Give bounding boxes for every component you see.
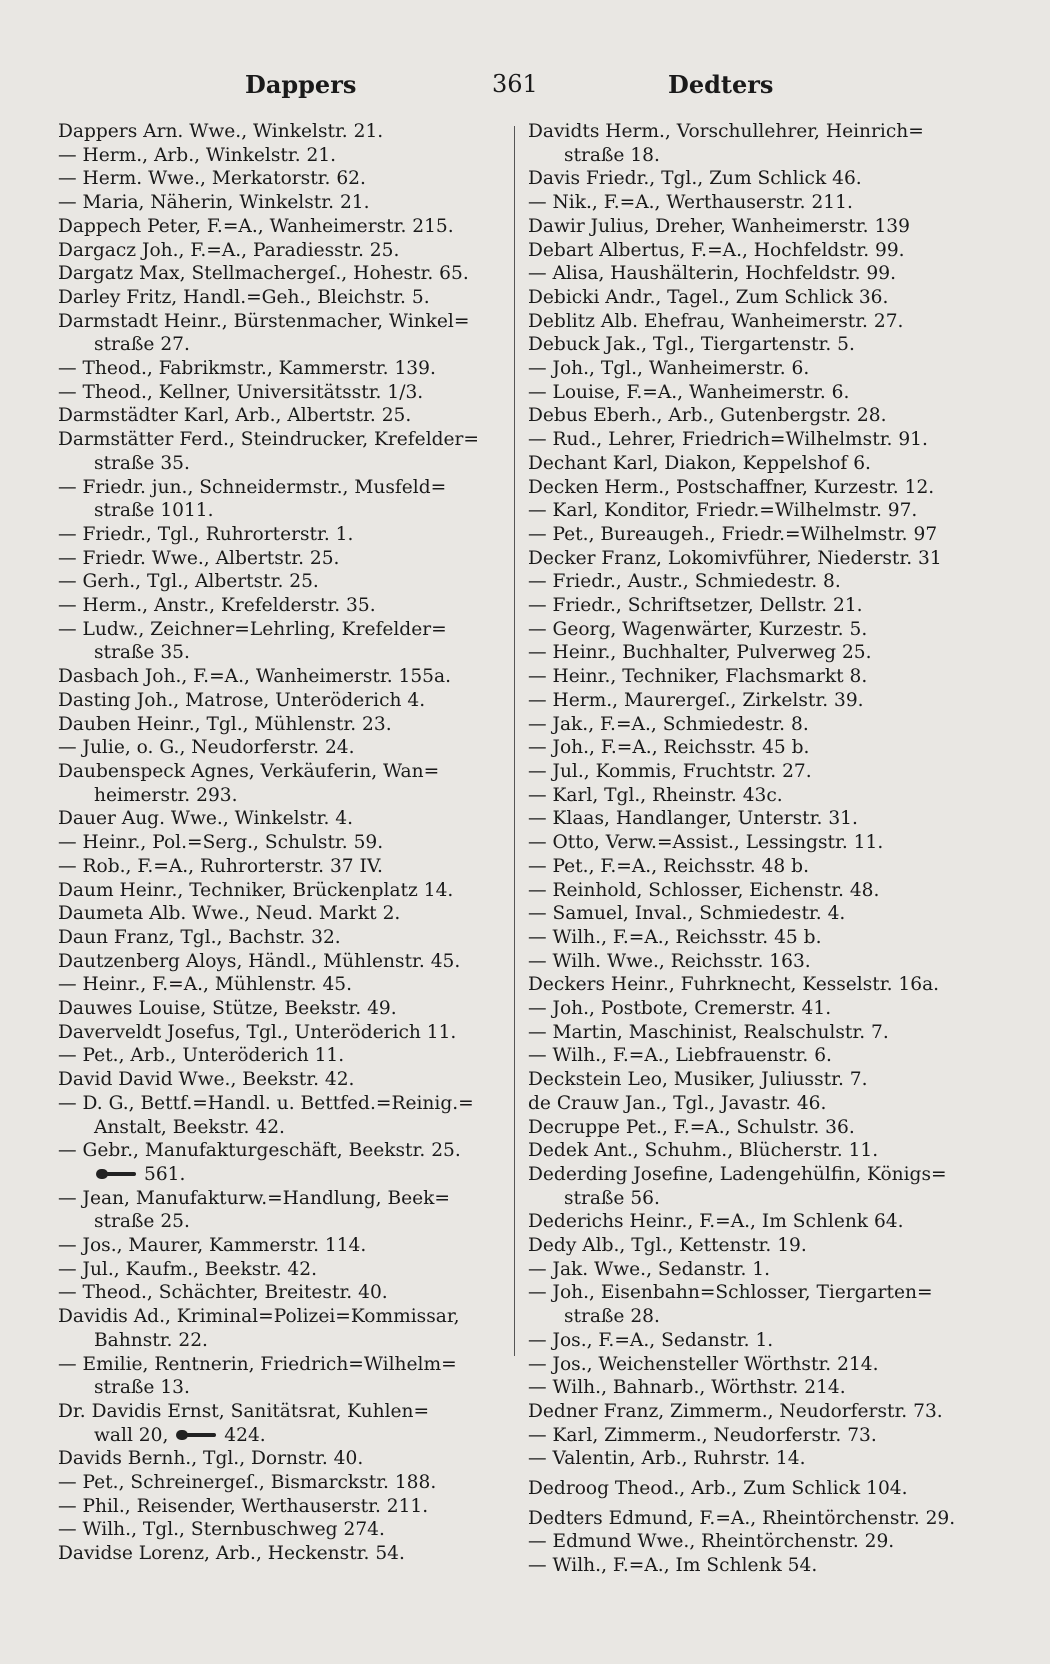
- list-item: straße 28.: [564, 1306, 660, 1328]
- list-item: — Edmund Wwe., Rheintörchenstr. 29.: [528, 1531, 895, 1553]
- list-item: — Herm., Arb., Winkelstr. 21.: [58, 144, 337, 166]
- list-item: — Friedr., Austr., Schmiedestr. 8.: [528, 571, 841, 593]
- list-item: — Valentin, Arb., Ruhrstr. 14.: [528, 1448, 806, 1470]
- list-item: Daubenspeck Agnes, Verkäuferin, Wan=: [58, 760, 440, 782]
- list-item: — Alisa, Haushälterin, Hochfeldstr. 99.: [528, 263, 896, 285]
- list-item: — Wilh. Wwe., Reichsstr. 163.: [528, 950, 811, 972]
- list-item: Darmstadt Heinr., Bürstenmacher, Winkel=: [58, 310, 470, 332]
- list-item: — Theod., Fabrikmstr., Kammerstr. 139.: [58, 358, 436, 380]
- list-item: — Nik., F.=A., Werthauserstr. 211.: [528, 192, 853, 214]
- list-item: — Jak. Wwe., Sedanstr. 1.: [528, 1258, 771, 1280]
- list-item: — Joh., Eisenbahn=Schlosser, Tiergarten=: [528, 1282, 933, 1304]
- list-item: straße 56.: [564, 1187, 660, 1209]
- list-item: Davidts Herm., Vorschullehrer, Heinrich=: [528, 121, 924, 142]
- list-item: — Georg, Wagenwärter, Kurzestr. 5.: [528, 618, 868, 640]
- list-item: [58, 1424, 495, 1448]
- list-item: — Jean, Manufakturw.=Handlung, Beek=: [58, 1187, 451, 1209]
- list-item: — Karl, Zimmerm., Neudorferstr. 73.: [528, 1424, 877, 1446]
- list-item: [58, 1163, 495, 1187]
- list-item: — Rud., Lehrer, Friedrich=Wilhelmstr. 91.: [528, 429, 928, 451]
- list-item: — Herm., Maurergeſ., Zirkelstr. 39.: [528, 689, 864, 711]
- list-item: straße 35.: [94, 642, 190, 664]
- list-item: — Gebr., Manufakturgeschäft, Beekstr. 25.: [58, 1140, 461, 1162]
- telephone-icon: [94, 1166, 138, 1182]
- list-item: David David Wwe., Beekstr. 42.: [58, 1069, 355, 1091]
- list-item: — D. G., Bettf.=Handl. u. Bettfed.=Reinig.=: [58, 1092, 474, 1114]
- list-item: Debicki Andr., Tagel., Zum Schlick 36.: [528, 286, 889, 308]
- list-item: de Crauw Jan., Tgl., Javastr. 46.: [528, 1092, 827, 1114]
- list-item: Dautzenberg Aloys, Händl., Mühlenstr. 45.: [58, 950, 461, 972]
- list-item: — Rob., F.=A., Ruhrorterstr. 37 IV.: [58, 855, 383, 877]
- list-item: — Phil., Reisender, Werthauserstr. 211.: [58, 1495, 429, 1517]
- page-number: 361: [492, 70, 538, 98]
- list-item: — Martin, Maschinist, Realschulstr. 7.: [528, 1021, 889, 1043]
- list-item: Dederding Josefine, Ladengehülfin, Königs=: [528, 1163, 947, 1185]
- list-item: Dedek Ant., Schuhm., Blücherstr. 11.: [528, 1140, 879, 1162]
- list-item: — Friedr. jun., Schneidermstr., Musfeld=: [58, 476, 447, 498]
- list-item: — Theod., Schächter, Breitestr. 40.: [58, 1282, 388, 1304]
- list-item: — Wilh., F.=A., Reichsstr. 45 b.: [528, 926, 822, 948]
- list-item: — Heinr., Techniker, Flachsmarkt 8.: [528, 666, 868, 688]
- column-divider: [514, 126, 515, 1356]
- page-header: [0, 70, 1050, 110]
- list-item: — Julie, o. G., Neudorferstr. 24.: [58, 737, 355, 759]
- right-column: [528, 120, 956, 1578]
- list-item: — Friedr., Tgl., Ruhrorterstr. 1.: [58, 523, 354, 545]
- list-item: — Heinr., F.=A., Mühlenstr. 45.: [58, 974, 353, 996]
- list-item: — Joh., Postbote, Cremerstr. 41.: [528, 998, 832, 1020]
- list-item: — Jul., Kaufm., Beekstr. 42.: [58, 1258, 317, 1280]
- list-item: straße 18.: [564, 144, 660, 166]
- list-item: — Herm., Anstr., Krefelderstr. 35.: [58, 595, 376, 617]
- list-item: Dedy Alb., Tgl., Kettenstr. 19.: [528, 1235, 807, 1257]
- list-item: — Friedr. Wwe., Albertstr. 25.: [58, 547, 340, 569]
- list-item: Debart Albertus, F.=A., Hochfeldstr. 99.: [528, 239, 905, 261]
- list-item: Decken Herm., Postschaffner, Kurzestr. 12.: [528, 476, 935, 498]
- list-item: — Theod., Kellner, Universitätsstr. 1/3.: [58, 381, 424, 403]
- header-right-keyword: Dedters: [668, 70, 774, 99]
- list-item: Daverveldt Josefus, Tgl., Unteröderich 11.: [58, 1021, 457, 1043]
- list-item: — Herm. Wwe., Merkatorstr. 62.: [58, 168, 366, 190]
- list-item: — Klaas, Handlanger, Unterstr. 31.: [528, 808, 858, 830]
- list-item: — Friedr., Schriftsetzer, Dellstr. 21.: [528, 595, 863, 617]
- list-item: — Joh., F.=A., Reichsstr. 45 b.: [528, 737, 810, 759]
- list-item: — Jak., F.=A., Schmiedestr. 8.: [528, 713, 809, 735]
- list-item: Dr. Davidis Ernst, Sanitätsrat, Kuhlen=: [58, 1400, 430, 1422]
- list-item: — Pet., Bureaugeh., Friedr.=Wilhelmstr. 97: [528, 523, 938, 545]
- list-item: — Wilh., F.=A., Im Schlenk 54.: [528, 1555, 818, 1577]
- list-item: Davids Bernh., Tgl., Dornstr. 40.: [58, 1448, 364, 1470]
- list-item: Darmstätter Ferd., Steindrucker, Krefelder=: [58, 429, 480, 451]
- list-item: Decker Franz, Lokomivführer, Niederstr. 31: [528, 547, 942, 569]
- list-item: Davis Friedr., Tgl., Zum Schlick 46.: [528, 168, 862, 190]
- list-item: Dedroog Theod., Arb., Zum Schlick 104.: [528, 1478, 908, 1500]
- list-item: — Pet., F.=A., Reichsstr. 48 b.: [528, 855, 809, 877]
- list-item: Dappers Arn. Wwe., Winkelstr. 21.: [58, 121, 384, 142]
- list-item: — Maria, Näherin, Winkelstr. 21.: [58, 192, 370, 214]
- list-item: — Heinr., Buchhalter, Pulverweg 25.: [528, 642, 872, 664]
- list-item: — Samuel, Inval., Schmiedestr. 4.: [528, 903, 846, 925]
- list-item: Deblitz Alb. Ehefrau, Wanheimerstr. 27.: [528, 310, 904, 332]
- list-item: Dauwes Louise, Stütze, Beekstr. 49.: [58, 998, 397, 1020]
- list-item: Dechant Karl, Diakon, Keppelshof 6.: [528, 452, 871, 474]
- list-item: Dedner Franz, Zimmerm., Neudorferstr. 73.: [528, 1400, 943, 1422]
- list-item: Dargacz Joh., F.=A., Paradiesstr. 25.: [58, 239, 400, 261]
- list-item: straße 35.: [94, 452, 190, 474]
- list-item: — Louise, F.=A., Wanheimerstr. 6.: [528, 381, 850, 403]
- list-item: straße 1011.: [94, 500, 214, 522]
- list-item: heimerstr. 293.: [94, 784, 238, 806]
- address-text: wall 20,: [94, 1424, 169, 1446]
- list-item: Dauer Aug. Wwe., Winkelstr. 4.: [58, 808, 354, 830]
- list-item: Daum Heinr., Techniker, Brückenplatz 14.: [58, 879, 454, 901]
- list-item: — Wilh., Bahnarb., Wörthstr. 214.: [528, 1377, 846, 1399]
- list-item: — Emilie, Rentnerin, Friedrich=Wilhelm=: [58, 1353, 457, 1375]
- list-item: — Karl, Tgl., Rheinstr. 43c.: [528, 784, 783, 806]
- list-item: Debus Eberh., Arb., Gutenbergstr. 28.: [528, 405, 887, 427]
- list-item: — Pet., Schreinergeſ., Bismarckstr. 188.: [58, 1472, 437, 1494]
- list-item: Dauben Heinr., Tgl., Mühlenstr. 23.: [58, 713, 392, 735]
- list-item: — Jos., Maurer, Kammerstr. 114.: [58, 1235, 367, 1257]
- left-column: [58, 120, 495, 1566]
- list-item: — Joh., Tgl., Wanheimerstr. 6.: [528, 358, 810, 380]
- list-item: — Pet., Arb., Unteröderich 11.: [58, 1045, 345, 1067]
- list-item: — Wilh., F.=A., Liebfrauenstr. 6.: [528, 1045, 832, 1067]
- list-item: Deckstein Leo, Musiker, Juliusstr. 7.: [528, 1069, 868, 1091]
- phone-number: 561.: [144, 1163, 186, 1185]
- list-item: — Gerh., Tgl., Albertstr. 25.: [58, 571, 319, 593]
- list-item: straße 25.: [94, 1211, 190, 1233]
- list-item: Dedters Edmund, F.=A., Rheintörchenstr. 29.: [528, 1507, 956, 1529]
- list-item: Anstalt, Beekstr. 42.: [94, 1116, 285, 1138]
- list-item: Decruppe Pet., F.=A., Schulstr. 36.: [528, 1116, 855, 1138]
- list-item: Dawir Julius, Dreher, Wanheimerstr. 139: [528, 215, 910, 237]
- list-item: Deckers Heinr., Fuhrknecht, Kesselstr. 16a.: [528, 974, 940, 996]
- list-item: Dargatz Max, Stellmachergeſ., Hohestr. 65.: [58, 263, 469, 285]
- list-item: straße 13.: [94, 1377, 190, 1399]
- list-item: Daumeta Alb. Wwe., Neud. Markt 2.: [58, 903, 401, 925]
- list-item: — Otto, Verw.=Assist., Lessingstr. 11.: [528, 832, 884, 854]
- list-item: — Heinr., Pol.=Serg., Schulstr. 59.: [58, 832, 384, 854]
- list-item: Daun Franz, Tgl., Bachstr. 32.: [58, 926, 341, 948]
- list-item: Dasting Joh., Matrose, Unteröderich 4.: [58, 689, 426, 711]
- list-item: Bahnstr. 22.: [94, 1329, 208, 1351]
- list-item: Dasbach Joh., F.=A., Wanheimerstr. 155a.: [58, 666, 451, 688]
- list-item: — Jos., F.=A., Sedanstr. 1.: [528, 1329, 774, 1351]
- header-left-keyword: Dappers: [245, 70, 357, 99]
- list-item: Davidse Lorenz, Arb., Heckenstr. 54.: [58, 1543, 405, 1565]
- list-item: Davidis Ad., Kriminal=Polizei=Kommissar,: [58, 1306, 460, 1328]
- list-item: — Karl, Konditor, Friedr.=Wilhelmstr. 97.: [528, 500, 918, 522]
- list-item: Darmstädter Karl, Arb., Albertstr. 25.: [58, 405, 412, 427]
- list-item: Darley Fritz, Handl.=Geh., Bleichstr. 5.: [58, 286, 430, 308]
- telephone-icon: [174, 1427, 218, 1443]
- list-item: — Reinhold, Schlosser, Eichenstr. 48.: [528, 879, 880, 901]
- list-item: — Wilh., Tgl., Sternbuschweg 274.: [58, 1519, 385, 1541]
- list-item: Debuck Jak., Tgl., Tiergartenstr. 5.: [528, 334, 855, 356]
- list-item: Dappech Peter, F.=A., Wanheimerstr. 215.: [58, 215, 454, 237]
- list-item: Dederichs Heinr., F.=A., Im Schlenk 64.: [528, 1211, 904, 1233]
- list-item: straße 27.: [94, 334, 190, 356]
- list-item: — Jul., Kommis, Fruchtstr. 27.: [528, 760, 812, 782]
- list-item: — Jos., Weichensteller Wörthstr. 214.: [528, 1353, 879, 1375]
- list-item: — Ludw., Zeichner=Lehrling, Krefelder=: [58, 618, 447, 640]
- phone-number: 424.: [224, 1424, 266, 1446]
